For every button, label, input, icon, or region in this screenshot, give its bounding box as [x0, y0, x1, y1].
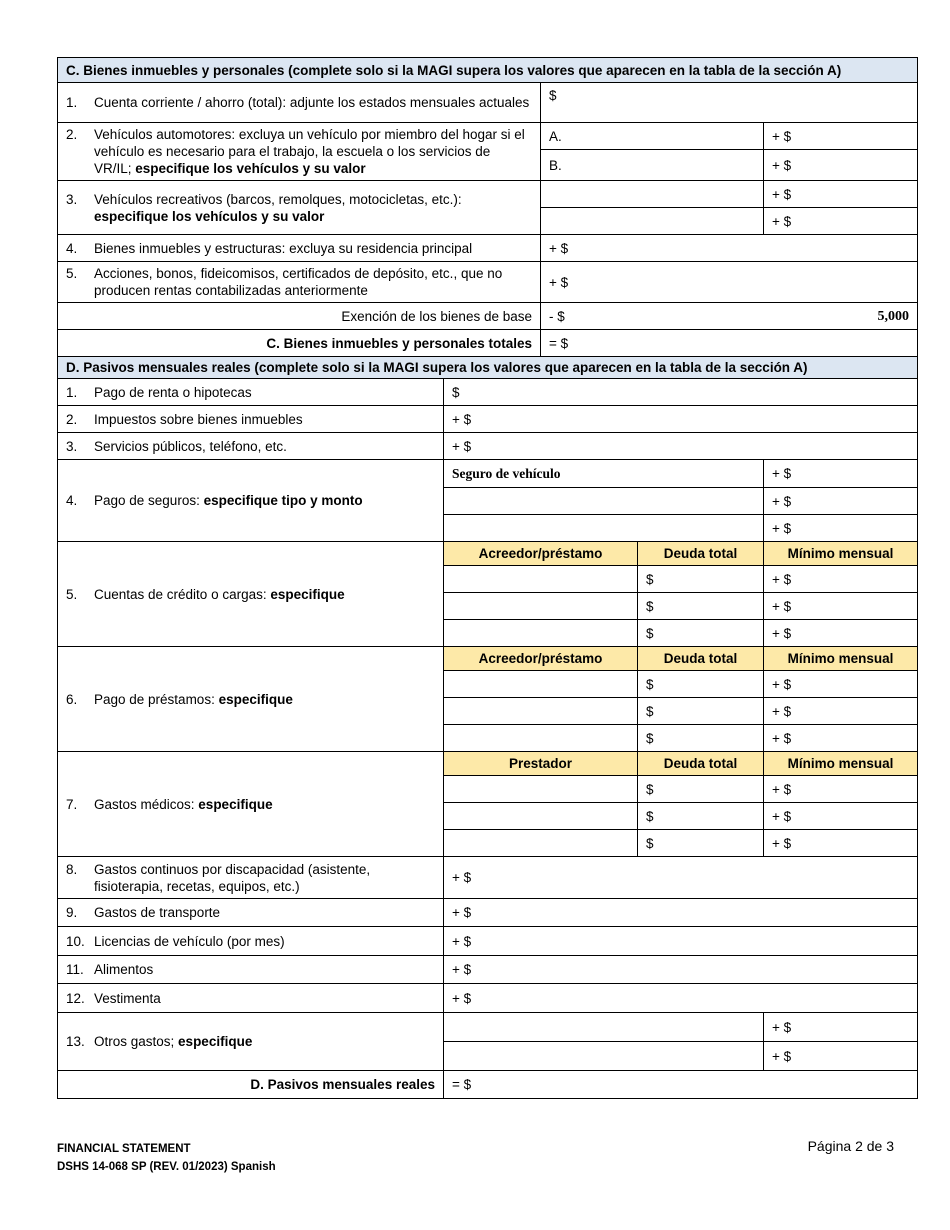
item-text: Vehículos recreativos (barcos, remolques, motocicletas, etc.): — [94, 191, 462, 207]
field-prefix: + $ — [772, 781, 792, 797]
field-prefix: + $ — [772, 808, 792, 824]
item-text: Servicios públicos, teléfono, etc. — [94, 438, 287, 454]
footer — [57, 1140, 276, 1176]
amount-field[interactable] — [444, 671, 638, 698]
field-prefix: + $ — [772, 676, 792, 692]
column-header-monthly-minimum: Mínimo mensual — [764, 752, 918, 776]
item-bold-text: especifique los vehículos y su valor — [94, 208, 325, 224]
amount-field[interactable] — [444, 566, 638, 593]
item-label — [58, 647, 444, 752]
field-prefix: $ — [646, 703, 654, 719]
section-c-header: C. Bienes inmuebles y personales (complete solo si la MAGI supera los valores que aparecen en la tabla de la sección A) — [58, 58, 918, 83]
field-prefix: + $ — [772, 571, 792, 587]
amount-field[interactable] — [638, 698, 764, 725]
item-label — [58, 984, 444, 1013]
item-number: 2. — [66, 411, 78, 427]
field-prefix: + $ — [772, 520, 792, 536]
amount-field[interactable] — [444, 593, 638, 620]
table-row — [58, 752, 918, 776]
item-text: Gastos médicos: — [94, 796, 199, 812]
item-label — [58, 379, 444, 406]
footer-title: FINANCIAL STATEMENT — [57, 1143, 191, 1155]
amount-field[interactable] — [541, 235, 918, 262]
item-number: 2. — [66, 127, 78, 142]
amount-field[interactable] — [764, 1013, 918, 1042]
table-row — [58, 857, 918, 899]
item-label — [58, 542, 444, 647]
amount-field[interactable] — [444, 1071, 918, 1099]
field-prefix: $ — [646, 808, 654, 824]
field-prefix: + $ — [772, 835, 792, 851]
item-bold-text: especifique — [270, 586, 345, 602]
exemption-label: Exención de los bienes de base — [58, 303, 541, 330]
table-row — [58, 1071, 918, 1099]
amount-field[interactable] — [764, 803, 918, 830]
table-row — [58, 330, 918, 357]
item-number: 4. — [66, 240, 78, 256]
amount-field[interactable] — [444, 927, 918, 956]
amount-field[interactable] — [638, 776, 764, 803]
table-row — [58, 899, 918, 927]
item-text: Cuentas de crédito o cargas: — [94, 586, 271, 602]
item-text: Otros gastos; — [94, 1034, 179, 1049]
amount-field[interactable] — [638, 803, 764, 830]
amount-field[interactable] — [541, 262, 918, 303]
section-d-header: D. Pasivos mensuales reales (complete solo si la MAGI supera los valores que aparecen en la tabla de la sección A) — [58, 357, 918, 379]
field-prefix: + $ — [772, 625, 792, 641]
section-d-total-label: D. Pasivos mensuales reales — [58, 1071, 444, 1099]
item-text: Acciones, bonos, fideicomisos, certificados de depósito, etc., que no producen rentas contabilizadas anteriormente — [94, 266, 503, 298]
field-prefix: $ — [646, 625, 654, 641]
field-prefix: + $ — [772, 128, 792, 144]
table-row — [58, 58, 918, 83]
field-prefix: + $ — [772, 1048, 792, 1064]
field-prefix: + $ — [772, 1019, 792, 1035]
item-label — [58, 406, 444, 433]
item-label — [58, 83, 541, 123]
field-prefix: + $ — [772, 157, 792, 173]
table-row — [58, 406, 918, 433]
column-header-total-debt: Deuda total — [638, 752, 764, 776]
field-prefix: $ — [646, 676, 654, 692]
table-row — [58, 927, 918, 956]
table-row — [58, 181, 918, 208]
field-prefix: + $ — [452, 905, 472, 920]
item-number: 1. — [66, 384, 78, 400]
section-c-total-label: C. Bienes inmuebles y personales totales — [58, 330, 541, 357]
amount-field[interactable] — [638, 566, 764, 593]
vehicle-a-field[interactable] — [541, 123, 764, 150]
page-number: Página 2 de 3 — [807, 1138, 894, 1154]
amount-field[interactable] — [764, 515, 918, 542]
item-number: 1. — [66, 95, 78, 110]
item-text: Licencias de vehículo (por mes) — [94, 933, 285, 949]
table-row — [58, 542, 918, 566]
amount-field[interactable] — [764, 1042, 918, 1071]
field-prefix: + $ — [452, 933, 472, 949]
item-number: 9. — [66, 905, 78, 920]
item-bold-text: especifique — [218, 691, 293, 707]
financial-form-table — [57, 57, 918, 1099]
item-label — [58, 460, 444, 542]
item-number: 6. — [66, 691, 78, 707]
amount-field[interactable] — [638, 620, 764, 647]
amount-field[interactable] — [764, 671, 918, 698]
item-label — [58, 433, 444, 460]
field-prefix: $ — [646, 598, 654, 614]
item-label — [58, 181, 541, 235]
item-number: 7. — [66, 796, 78, 812]
item-number: 5. — [66, 266, 78, 281]
table-row — [58, 1013, 918, 1042]
amount-field[interactable] — [764, 488, 918, 515]
exemption-value: 5,000 — [877, 308, 910, 324]
amount-field[interactable] — [764, 725, 918, 752]
column-header-creditor: Acreedor/préstamo — [444, 542, 638, 566]
amount-field[interactable] — [638, 725, 764, 752]
item-text: Gastos de transporte — [94, 905, 221, 920]
item-text: Vehículos automotores: excluya un vehículo por miembro del hogar si el vehículo es necesario para el trabajo, la escuela o los servicios de VR/IL; — [94, 127, 525, 176]
row-letter: A. — [549, 128, 562, 144]
table-row — [58, 433, 918, 460]
amount-field[interactable] — [444, 776, 638, 803]
field-prefix: $ — [646, 730, 654, 746]
amount-field[interactable] — [444, 406, 918, 433]
amount-field[interactable] — [444, 803, 638, 830]
item-number: 3. — [66, 191, 78, 207]
item-label — [58, 956, 444, 984]
column-header-creditor: Acreedor/préstamo — [444, 647, 638, 671]
table-row — [58, 984, 918, 1013]
field-prefix: + $ — [452, 962, 472, 977]
table-row — [58, 956, 918, 984]
field-prefix: + $ — [772, 703, 792, 719]
amount-field[interactable] — [764, 830, 918, 857]
column-header-monthly-minimum: Mínimo mensual — [764, 542, 918, 566]
item-text: Pago de seguros: — [94, 493, 204, 508]
field-prefix: $ — [452, 384, 460, 400]
amount-field[interactable] — [764, 698, 918, 725]
item-label — [58, 857, 444, 899]
field-prefix: = $ — [549, 335, 569, 351]
footer-form-number: DSHS 14-068 SP (REV. 01/2023) Spanish — [57, 1161, 276, 1173]
amount-field[interactable] — [444, 488, 764, 515]
item-number: 5. — [66, 586, 78, 602]
field-prefix: + $ — [772, 186, 792, 202]
field-prefix: + $ — [549, 274, 569, 290]
item-bold-text: especifique tipo y monto — [203, 493, 363, 508]
table-row — [58, 235, 918, 262]
amount-field[interactable] — [764, 593, 918, 620]
amount-field[interactable] — [444, 515, 764, 542]
field-prefix: + $ — [452, 411, 472, 427]
item-number: 10. — [66, 933, 85, 949]
amount-field[interactable] — [764, 150, 918, 181]
item-text: Pago de préstamos: — [94, 691, 219, 707]
item-number: 13. — [66, 1034, 85, 1049]
item-text: Cuenta corriente / ahorro (total): adjunte los estados mensuales actuales — [94, 95, 530, 110]
field-prefix: + $ — [772, 730, 792, 746]
field-prefix: = $ — [452, 1077, 472, 1092]
item-text: Impuestos sobre bienes inmuebles — [94, 411, 303, 427]
item-text: Alimentos — [94, 962, 154, 977]
amount-field[interactable] — [764, 123, 918, 150]
field-prefix: $ — [549, 88, 557, 103]
amount-field[interactable] — [638, 593, 764, 620]
item-label — [58, 235, 541, 262]
table-row — [58, 647, 918, 671]
amount-field[interactable] — [444, 620, 638, 647]
amount-field[interactable] — [764, 460, 918, 488]
vehicle-b-field[interactable] — [541, 150, 764, 181]
item-label — [58, 1013, 444, 1071]
field-prefix: + $ — [549, 240, 569, 256]
item-label — [58, 262, 541, 303]
amount-field[interactable] — [444, 857, 918, 899]
amount-field[interactable] — [764, 181, 918, 208]
amount-field[interactable] — [444, 956, 918, 984]
item-bold-text: especifique — [178, 1034, 253, 1049]
amount-field[interactable] — [764, 208, 918, 235]
item-bold-text: especifique los vehículos y su valor — [135, 161, 366, 176]
table-row — [58, 262, 918, 303]
field-prefix: + $ — [772, 466, 792, 481]
item-number: 8. — [66, 861, 78, 877]
item-number: 4. — [66, 493, 78, 508]
item-number: 3. — [66, 438, 78, 454]
amount-field[interactable] — [444, 899, 918, 927]
amount-field[interactable] — [541, 330, 918, 357]
column-header-total-debt: Deuda total — [638, 647, 764, 671]
amount-field[interactable] — [444, 1042, 764, 1071]
field-prefix: + $ — [772, 493, 792, 509]
field-prefix: $ — [646, 781, 654, 797]
amount-field[interactable] — [638, 830, 764, 857]
table-row — [58, 379, 918, 406]
item-text: Gastos continuos por discapacidad (asistente, fisioterapia, recetas, equipos, etc.) — [94, 861, 371, 894]
amount-field[interactable] — [444, 830, 638, 857]
amount-field[interactable] — [444, 433, 918, 460]
column-header-monthly-minimum: Mínimo mensual — [764, 647, 918, 671]
item-text: Vestimenta — [94, 990, 161, 1006]
item-number: 12. — [66, 990, 85, 1006]
field-prefix: + $ — [452, 990, 472, 1006]
item-label — [58, 123, 541, 181]
table-row — [58, 460, 918, 488]
item-label — [58, 927, 444, 956]
field-prefix: - $ — [549, 308, 565, 324]
item-text: Bienes inmuebles y estructuras: excluya su residencia principal — [94, 240, 473, 256]
amount-field[interactable] — [444, 379, 918, 406]
table-row — [58, 357, 918, 379]
table-row — [58, 83, 918, 123]
amount-field[interactable] — [444, 725, 638, 752]
item-label — [58, 899, 444, 927]
table-row — [58, 123, 918, 150]
field-prefix: + $ — [452, 438, 472, 454]
amount-field[interactable] — [541, 208, 764, 235]
field-prefix: $ — [646, 835, 654, 851]
field-prefix: + $ — [452, 870, 472, 885]
amount-field[interactable] — [764, 620, 918, 647]
amount-field[interactable] — [638, 671, 764, 698]
item-number: 11. — [66, 962, 84, 977]
column-header-total-debt: Deuda total — [638, 542, 764, 566]
row-letter: B. — [549, 157, 562, 173]
amount-field[interactable] — [764, 566, 918, 593]
amount-field[interactable] — [444, 1013, 764, 1042]
column-header-creditor: Prestador — [444, 752, 638, 776]
item-label — [58, 752, 444, 857]
amount-field[interactable] — [444, 698, 638, 725]
exemption-field — [541, 303, 918, 330]
field-prefix: + $ — [772, 598, 792, 614]
table-row — [58, 303, 918, 330]
amount-field[interactable] — [444, 984, 918, 1013]
field-prefix: $ — [646, 571, 654, 587]
field-prefix: + $ — [772, 213, 792, 229]
item-bold-text: especifique — [198, 796, 273, 812]
amount-field[interactable] — [541, 181, 764, 208]
item-text: Pago de renta o hipotecas — [94, 384, 252, 400]
amount-field[interactable] — [541, 83, 918, 123]
insurance-type-field[interactable]: Seguro de vehículo — [444, 460, 764, 488]
amount-field[interactable] — [764, 776, 918, 803]
